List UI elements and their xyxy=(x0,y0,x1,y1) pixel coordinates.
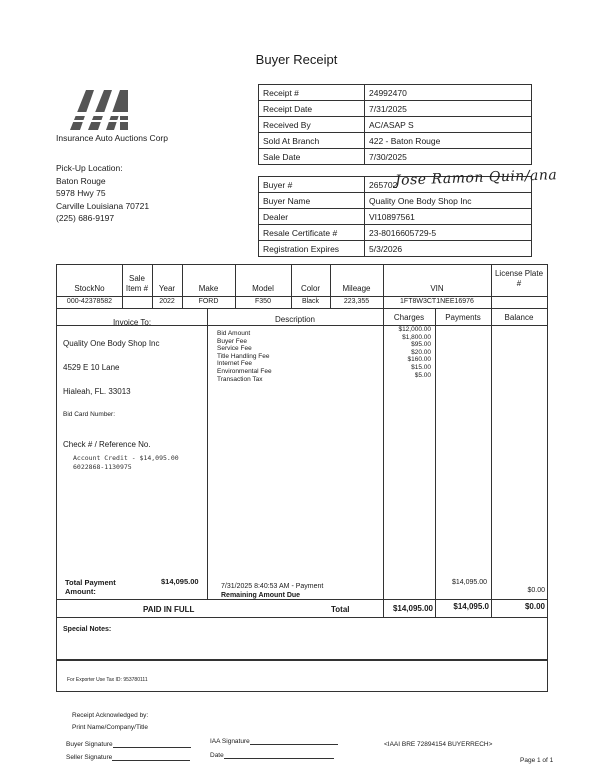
remaining-label: Remaining Amount Due xyxy=(221,592,301,599)
total-payment-amount: $14,095.00 xyxy=(161,577,199,586)
col-color-header: Color xyxy=(300,284,321,293)
description-header: Description xyxy=(274,315,315,324)
account-credit xyxy=(73,454,179,472)
invoice-to-header: Invoice To: xyxy=(112,318,152,327)
info-value: 7/31/2025 xyxy=(365,101,532,117)
fee-amount: $5.00 xyxy=(414,371,431,379)
iaa-signature-line xyxy=(210,737,338,745)
paid-in-full: PAID IN FULL xyxy=(143,605,195,614)
fee-label: Title Handling Fee xyxy=(217,352,270,360)
credit-line: 6022868-1130975 xyxy=(73,463,132,471)
charges-header: Charges xyxy=(393,313,425,322)
payment-record xyxy=(221,582,323,600)
date-label: Date xyxy=(210,752,224,759)
payment-amount: $14,095.00 xyxy=(451,579,487,586)
pickup-location xyxy=(56,162,149,225)
info-label: Registration Expires xyxy=(259,241,365,257)
fee-labels xyxy=(217,330,272,383)
info-value: 23-8016605729-5 xyxy=(365,225,532,241)
vehicle-stock: 000-42378582 xyxy=(66,298,113,305)
fee-label: Internet Fee xyxy=(217,360,253,368)
ack-label: Receipt Acknowledged by: xyxy=(72,712,149,719)
col-mileage-header: Mileage xyxy=(342,284,371,293)
info-value: 24992470 xyxy=(365,85,532,101)
total-balance: $0.00 xyxy=(524,602,545,611)
info-label: Resale Certificate # xyxy=(259,225,365,241)
col-stock-header: StockNo xyxy=(74,284,105,293)
buyer-signature-label: Buyer Signature xyxy=(66,741,113,748)
handwritten-name: Jose Ramon Quin/ana xyxy=(394,167,558,189)
buyer-signature-line xyxy=(66,740,191,748)
info-value: 422 - Baton Rouge xyxy=(365,133,532,149)
vehicle-model: F350 xyxy=(255,298,271,305)
vehicle-mileage: 223,355 xyxy=(343,298,370,305)
seller-signature-label: Seller Signature xyxy=(66,754,113,761)
pickup-line: (225) 686-9197 xyxy=(56,213,115,223)
special-notes-label: Special Notes: xyxy=(63,626,112,633)
date-line xyxy=(210,751,334,759)
payment-line: 7/31/2025 8:40:53 AM - Payment xyxy=(221,583,324,590)
balance-header: Balance xyxy=(504,313,534,322)
fee-label: Bid Amount xyxy=(217,330,251,337)
info-value: 7/30/2025 xyxy=(365,149,532,165)
bre-code: <IAAI BRE 72894154 BUYERRECH> xyxy=(384,741,493,748)
info-label: Sale Date xyxy=(259,149,365,165)
pickup-line: Carville Louisiana 70721 xyxy=(56,200,150,211)
receipt-title: Buyer Receipt xyxy=(255,52,338,67)
col-model-header: Model xyxy=(252,284,274,293)
fee-amount: $20.00 xyxy=(411,348,431,356)
info-label: Receipt Date xyxy=(259,101,365,117)
page-number: Page 1 of 1 xyxy=(520,757,554,764)
credit-line: Account Credit - $14,095.00 xyxy=(73,454,179,462)
info-value: 5/3/2026 xyxy=(365,241,532,257)
info-value: Quality One Body Shop Inc xyxy=(365,193,532,209)
fee-amount: $12,000.00 xyxy=(398,326,431,333)
ack-print-label: Print Name/Company/Title xyxy=(72,724,148,731)
iaa-logo-icon xyxy=(56,86,146,132)
total-payment-label: Total Payment Amount: xyxy=(65,578,116,596)
info-label: Receipt # xyxy=(259,85,365,101)
tax-id-text: For Exporter Use Tax ID: 953780111 xyxy=(67,677,148,683)
invoice-name: Quality One Body Shop Inc xyxy=(63,339,160,348)
invoice-city: Hialeah, FL. 33013 xyxy=(63,387,131,396)
seller-signature-line xyxy=(66,753,190,761)
balance-zero: $0.00 xyxy=(527,587,545,594)
check-reference-label: Check # / Reference No. xyxy=(63,440,151,449)
special-notes-box xyxy=(56,618,548,660)
fee-label: Service Fee xyxy=(217,345,252,353)
info-value: AC/ASAP S xyxy=(365,117,532,133)
total-charges: $14,095.00 xyxy=(392,604,433,613)
col-make-header: Make xyxy=(198,284,219,293)
info-label: Dealer xyxy=(259,209,365,225)
fee-label: Buyer Fee xyxy=(217,337,247,345)
col-plate-header: License Plate # xyxy=(494,269,544,288)
pickup-label: Pick-Up Location: xyxy=(56,163,123,173)
invoice-grid xyxy=(56,264,548,618)
bid-card-label: Bid Card Number: xyxy=(63,411,116,418)
pickup-line: 5978 Hwy 75 xyxy=(56,188,106,198)
info-value: 265702 xyxy=(365,177,532,193)
col-sale-item-header: Sale Item # xyxy=(125,274,149,293)
company-name: Insurance Auto Auctions Corp xyxy=(56,133,168,143)
info-value: VI10897561 xyxy=(365,209,532,225)
vehicle-year: 2022 xyxy=(159,298,175,305)
fee-amount: $1,800.00 xyxy=(402,333,431,341)
iaa-signature-label: IAA Signature xyxy=(210,738,250,745)
fee-amount: $15.00 xyxy=(411,363,431,371)
tax-id-box xyxy=(56,660,548,692)
info-label: Buyer Name xyxy=(259,193,365,209)
fee-label: Environmental Fee xyxy=(217,367,272,375)
ack-print-name xyxy=(72,724,148,731)
fee-amount: $95.00 xyxy=(411,341,431,349)
total-payments: $14,095.0 xyxy=(453,602,489,611)
col-vin-header: VIN xyxy=(430,284,444,293)
vehicle-make: FORD xyxy=(198,298,219,305)
payments-header: Payments xyxy=(445,313,481,322)
total-label: Total xyxy=(331,605,350,614)
fee-amounts xyxy=(383,326,431,379)
info-label: Received By xyxy=(259,117,365,133)
info-label: Sold At Branch xyxy=(259,133,365,149)
invoice-address: 4529 E 10 Lane xyxy=(63,363,120,372)
fee-label: Transaction Tax xyxy=(217,375,263,383)
col-year-header: Year xyxy=(158,284,176,293)
receipt-info-table xyxy=(258,84,532,165)
vehicle-vin: 1FT8W3CT1NEE16976 xyxy=(400,298,474,305)
fee-amount: $160.00 xyxy=(407,356,431,364)
vehicle-color: Black xyxy=(301,298,320,305)
info-label: Buyer # xyxy=(259,177,365,193)
pickup-line: Baton Rouge xyxy=(56,175,106,186)
